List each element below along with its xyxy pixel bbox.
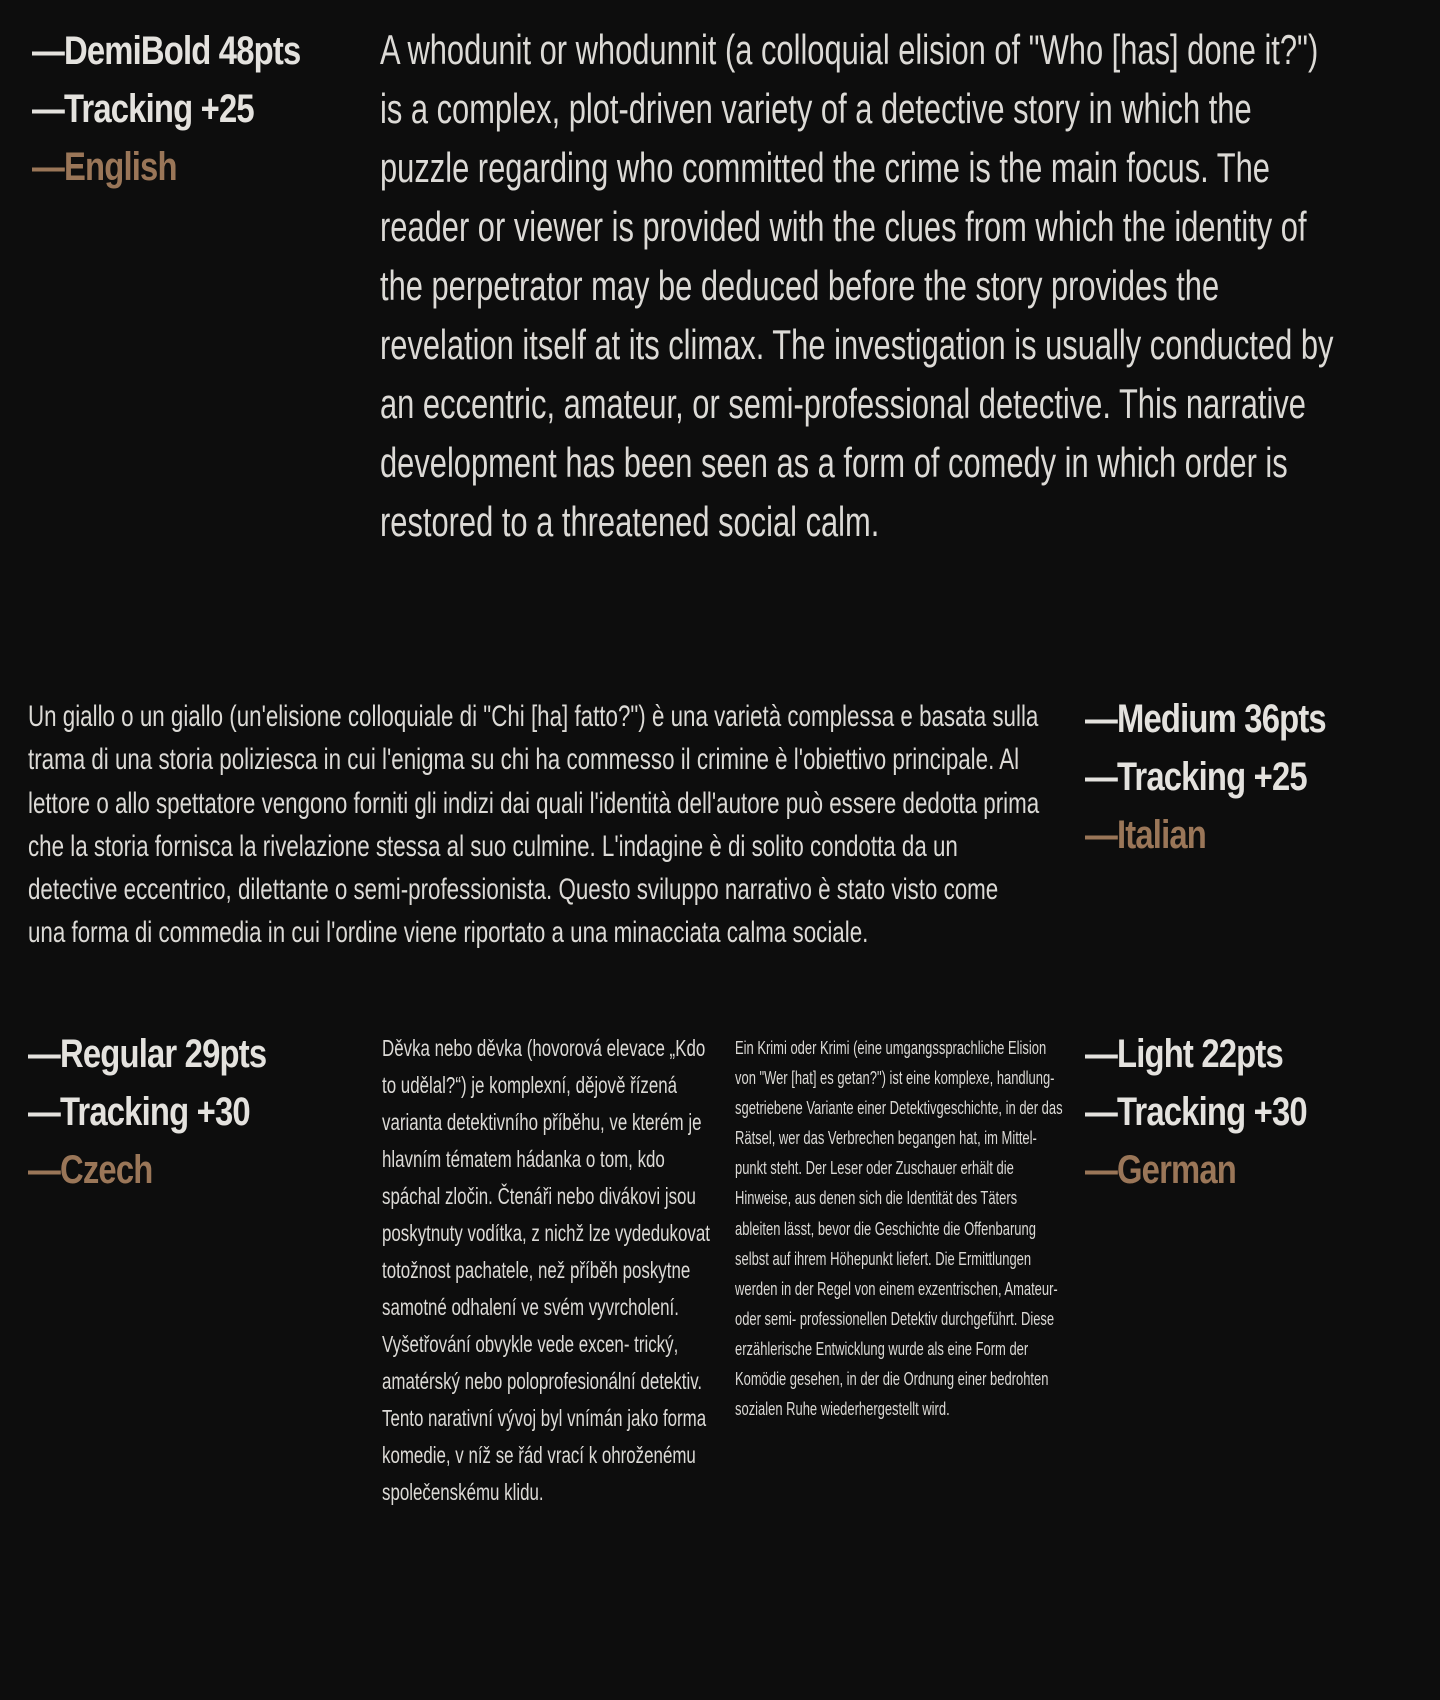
specimen-meta-italian xyxy=(1085,690,1326,864)
specimen-meta-czech xyxy=(28,1025,266,1199)
weight-label: —Medium 36pts xyxy=(1085,697,1326,741)
tracking-label: —Tracking +25 xyxy=(1085,755,1307,799)
specimen-text-italian: Un giallo o un giallo (un'elisione colloquiale di "Chi [ha] fatto?") è una varietà complessa e basata sulla trama di una storia poliziesca in cui l'enigma su chi ha commesso il crimine è l'obiettivo principale. Al lettore o allo spettatore vengono forniti gli indizi dai quali l'identità dell'autore può essere dedotta prima che la storia fornisca la rivelazione stessa al suo culmine. L'indagine è di solito condotta da un detective eccentrico, dilettante o semi-professionista. Questo sviluppo narrativo è stato visto come una forma di commedia in cui l'ordine viene riportato a una minacciata calma sociale. xyxy=(28,700,1040,950)
specimen-meta-german xyxy=(1085,1025,1307,1199)
language-label: —Italian xyxy=(1085,813,1207,857)
specimen-text-german: Ein Krimi oder Krimi (eine umgangssprachliche Elision von "Wer [hat] es getan?") ist eine komplexe, handlung- sgetriebene Variante einer Detektivgeschichte, in der das Rätsel, wer das Verbrechen begangen hat, im Mittel- punkt steht. Der Leser oder Zuschauer erhält die Hinweise, aus denen sich die Identität des Täters ableiten lässt, bevor die Geschichte die Offenbarung selbst auf ihrem Höhepunkt liefert. Die Ermittlungen werden in der Regel von einem exzentrischen, Amateur- oder semi- professionellen Detektiv durchgeführt. Diese erzählerische Entwicklung wurde als eine Form der Komödie gesehen, in der die Ordnung einer bedrohten sozialen Ruhe wiederhergestellt wird. xyxy=(735,1038,1063,1420)
language-label: —Czech xyxy=(28,1148,153,1192)
language-label: —English xyxy=(32,145,177,189)
weight-label: —Light 22pts xyxy=(1085,1032,1283,1076)
specimen-text-english: A whodunit or whodunnit (a colloquial elision of "Who [has] done it?") is a complex, plot-driven variety of a detective story in which the puzzle regarding who committed the crime is the main focus. The reader or viewer is provided with the clues from which the identity of the perpetrator may be deduced before the story provides the revelation itself at its climax. The investigation is usually conducted by an eccentric, amateur, or semi-professional detective. This narrative development has been seen as a form of comedy in which order is restored to a threatened social calm. xyxy=(380,26,1334,545)
specimen-text-czech: Děvka nebo děvka (hovorová elevace „Kdo to udělal?“) je komplexní, dějově řízená varianta detektivního příběhu, ve kterém je hlavním tématem hádanka o tom, kdo spáchal zločin. Čtenáři nebo divákovi jsou poskytnuty vodítka, z nichž lze vydedukovat totožnost pachatele, než příběh poskytne samotné odhalení ve svém vyvrcholení. Vyšetřování obvykle vede excen- trický, amatérský nebo poloprofesionální detektiv. Tento narativní vývoj byl vnímán jako forma komedie, v níž se řád vrací k ohroženému společenskému klidu. xyxy=(382,1035,710,1505)
weight-label: —Regular 29pts xyxy=(28,1032,267,1076)
tracking-label: —Tracking +30 xyxy=(28,1090,250,1134)
tracking-label: —Tracking +25 xyxy=(32,87,254,131)
tracking-label: —Tracking +30 xyxy=(1085,1090,1307,1134)
weight-label: —DemiBold 48pts xyxy=(32,29,301,73)
language-label: —German xyxy=(1085,1148,1237,1192)
specimen-meta-english xyxy=(32,22,300,196)
